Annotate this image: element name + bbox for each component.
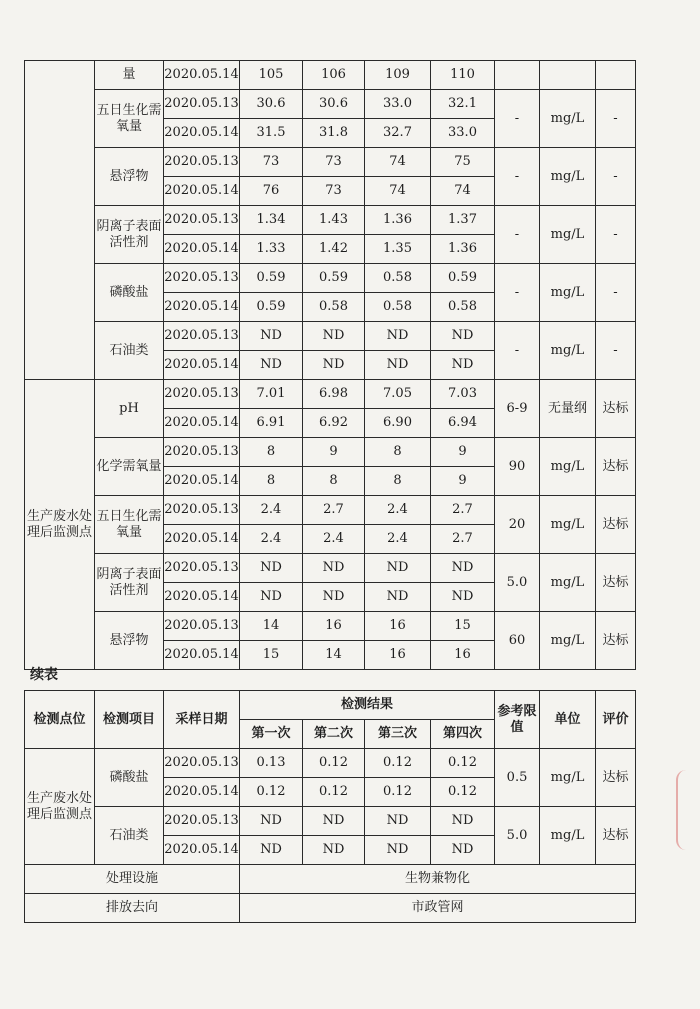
result-cell: 0.59: [240, 264, 303, 293]
result-cell: 2.4: [365, 525, 431, 554]
header-results: 检测结果: [240, 691, 495, 720]
header-ref: 参考限值: [495, 691, 540, 749]
header-run-3: 第三次: [365, 720, 431, 749]
reference-limit-cell: -: [495, 322, 540, 380]
table-row: [25, 61, 636, 90]
unit-cell: mg/L: [540, 206, 596, 264]
result-cell: 30.6: [240, 90, 303, 119]
reference-limit-cell: 6-9: [495, 380, 540, 438]
result-cell: 0.58: [365, 264, 431, 293]
result-cell: 2.4: [240, 496, 303, 525]
result-cell: ND: [431, 807, 495, 836]
result-cell: 6.94: [431, 409, 495, 438]
table-row: [25, 90, 636, 119]
result-cell: 31.5: [240, 119, 303, 148]
result-cell: 16: [365, 612, 431, 641]
reference-limit-cell: 60: [495, 612, 540, 670]
result-cell: 0.13: [240, 749, 303, 778]
result-cell: 8: [303, 467, 365, 496]
result-cell: 1.42: [303, 235, 365, 264]
sample-date-cell: 2020.05.14: [164, 836, 240, 865]
result-cell: 0.12: [431, 749, 495, 778]
result-cell: 9: [303, 438, 365, 467]
result-cell: 1.37: [431, 206, 495, 235]
unit-cell: mg/L: [540, 90, 596, 148]
result-cell: 2.7: [431, 496, 495, 525]
result-cell: 16: [365, 641, 431, 670]
reference-limit-cell: 0.5: [495, 749, 540, 807]
result-cell: 8: [240, 467, 303, 496]
result-cell: 33.0: [365, 90, 431, 119]
red-seal-mark: [676, 770, 698, 850]
result-cell: 1.35: [365, 235, 431, 264]
result-cell: 32.1: [431, 90, 495, 119]
result-cell: 74: [365, 177, 431, 206]
table-row: [25, 380, 636, 409]
test-item-cell: 石油类: [95, 322, 164, 380]
result-cell: ND: [303, 807, 365, 836]
result-cell: 110: [431, 61, 495, 90]
unit-cell: mg/L: [540, 612, 596, 670]
result-cell: ND: [240, 322, 303, 351]
unit-cell: mg/L: [540, 749, 596, 807]
result-cell: 73: [303, 177, 365, 206]
result-cell: 106: [303, 61, 365, 90]
result-cell: 0.59: [431, 264, 495, 293]
header-date: 采样日期: [164, 691, 240, 749]
result-cell: ND: [303, 836, 365, 865]
result-cell: ND: [240, 554, 303, 583]
result-cell: 2.7: [431, 525, 495, 554]
sample-date-cell: 2020.05.14: [164, 525, 240, 554]
sample-date-cell: 2020.05.13: [164, 264, 240, 293]
unit-cell: [540, 61, 596, 90]
evaluation-cell: 达标: [596, 380, 636, 438]
result-cell: ND: [431, 322, 495, 351]
result-cell: 1.36: [431, 235, 495, 264]
sample-date-cell: 2020.05.14: [164, 583, 240, 612]
result-cell: 2.4: [365, 496, 431, 525]
test-item-cell: 石油类: [95, 807, 164, 865]
result-cell: ND: [303, 351, 365, 380]
test-item-cell: 阴离子表面活性剂: [95, 554, 164, 612]
evaluation-cell: 达标: [596, 807, 636, 865]
test-item-cell: 磷酸盐: [95, 749, 164, 807]
header-row: [25, 691, 636, 720]
result-cell: 15: [431, 612, 495, 641]
result-cell: 75: [431, 148, 495, 177]
reference-limit-cell: -: [495, 90, 540, 148]
result-cell: ND: [303, 583, 365, 612]
table-row: [25, 264, 636, 293]
header-unit: 单位: [540, 691, 596, 749]
result-cell: 16: [303, 612, 365, 641]
result-cell: 73: [240, 148, 303, 177]
result-cell: 8: [240, 438, 303, 467]
result-cell: 30.6: [303, 90, 365, 119]
result-cell: 0.59: [303, 264, 365, 293]
result-cell: 0.59: [240, 293, 303, 322]
result-cell: ND: [431, 351, 495, 380]
result-cell: 9: [431, 467, 495, 496]
sample-date-cell: 2020.05.13: [164, 206, 240, 235]
reference-limit-cell: 90: [495, 438, 540, 496]
result-cell: 0.12: [303, 749, 365, 778]
header-point: 检测点位: [25, 691, 95, 749]
result-cell: ND: [240, 351, 303, 380]
result-cell: 8: [365, 467, 431, 496]
facility-value: 生物兼物化: [240, 865, 636, 894]
table-row: [25, 322, 636, 351]
sample-date-cell: 2020.05.13: [164, 90, 240, 119]
test-item-cell: 五日生化需氧量: [95, 90, 164, 148]
discharge-label: 排放去向: [25, 894, 240, 923]
test-item-cell: pH: [95, 380, 164, 438]
result-cell: 2.4: [303, 525, 365, 554]
sample-date-cell: 2020.05.13: [164, 380, 240, 409]
test-item-cell: 五日生化需氧量: [95, 496, 164, 554]
result-cell: ND: [240, 583, 303, 612]
sample-date-cell: 2020.05.14: [164, 467, 240, 496]
evaluation-cell: 达标: [596, 749, 636, 807]
result-cell: 74: [365, 148, 431, 177]
sample-date-cell: 2020.05.14: [164, 61, 240, 90]
result-cell: 109: [365, 61, 431, 90]
result-cell: 1.34: [240, 206, 303, 235]
result-cell: 0.12: [365, 749, 431, 778]
sample-date-cell: 2020.05.14: [164, 409, 240, 438]
monitoring-point-cell: 生产废水处理后监测点: [25, 380, 95, 670]
reference-limit-cell: -: [495, 148, 540, 206]
unit-cell: 无量纲: [540, 380, 596, 438]
sample-date-cell: 2020.05.13: [164, 749, 240, 778]
result-cell: 0.58: [431, 293, 495, 322]
result-cell: 0.58: [365, 293, 431, 322]
unit-cell: mg/L: [540, 148, 596, 206]
result-cell: 6.98: [303, 380, 365, 409]
result-cell: 1.36: [365, 206, 431, 235]
result-cell: ND: [365, 836, 431, 865]
result-cell: 15: [240, 641, 303, 670]
reference-limit-cell: [495, 61, 540, 90]
result-cell: 2.7: [303, 496, 365, 525]
header-run-4: 第四次: [431, 720, 495, 749]
result-cell: 6.92: [303, 409, 365, 438]
result-cell: 105: [240, 61, 303, 90]
result-cell: 6.90: [365, 409, 431, 438]
header-eval: 评价: [596, 691, 636, 749]
evaluation-cell: -: [596, 264, 636, 322]
sample-date-cell: 2020.05.13: [164, 612, 240, 641]
result-cell: ND: [431, 554, 495, 583]
result-cell: 0.12: [303, 778, 365, 807]
evaluation-cell: -: [596, 322, 636, 380]
result-cell: 16: [431, 641, 495, 670]
result-cell: 0.12: [240, 778, 303, 807]
evaluation-cell: 达标: [596, 496, 636, 554]
result-cell: 74: [431, 177, 495, 206]
header-run-1: 第一次: [240, 720, 303, 749]
evaluation-cell: -: [596, 148, 636, 206]
result-cell: 33.0: [431, 119, 495, 148]
result-cell: 31.8: [303, 119, 365, 148]
result-cell: 7.01: [240, 380, 303, 409]
result-cell: 32.7: [365, 119, 431, 148]
result-cell: ND: [240, 807, 303, 836]
unit-cell: mg/L: [540, 496, 596, 554]
sample-date-cell: 2020.05.13: [164, 496, 240, 525]
sample-date-cell: 2020.05.13: [164, 807, 240, 836]
monitoring-table-continued: [24, 690, 636, 923]
monitoring-point-cell: 生产废水处理后监测点: [25, 749, 95, 865]
result-cell: ND: [431, 836, 495, 865]
reference-limit-cell: -: [495, 206, 540, 264]
monitoring-table-continued-top: [24, 60, 636, 670]
reference-limit-cell: 5.0: [495, 554, 540, 612]
sample-date-cell: 2020.05.14: [164, 641, 240, 670]
result-cell: 1.33: [240, 235, 303, 264]
test-item-cell: 磷酸盐: [95, 264, 164, 322]
evaluation-cell: -: [596, 90, 636, 148]
result-cell: 14: [240, 612, 303, 641]
reference-limit-cell: 5.0: [495, 807, 540, 865]
test-item-cell: 量: [95, 61, 164, 90]
result-cell: ND: [431, 583, 495, 612]
result-cell: ND: [240, 836, 303, 865]
table-row: [25, 438, 636, 467]
result-cell: 2.4: [240, 525, 303, 554]
sample-date-cell: 2020.05.13: [164, 554, 240, 583]
table-row: [25, 206, 636, 235]
result-cell: ND: [365, 554, 431, 583]
sample-date-cell: 2020.05.14: [164, 293, 240, 322]
table-row: [25, 807, 636, 836]
result-cell: 14: [303, 641, 365, 670]
sample-date-cell: 2020.05.14: [164, 778, 240, 807]
test-item-cell: 阴离子表面活性剂: [95, 206, 164, 264]
discharge-value: 市政管网: [240, 894, 636, 923]
result-cell: ND: [303, 554, 365, 583]
result-cell: 8: [365, 438, 431, 467]
facility-label: 处理设施: [25, 865, 240, 894]
reference-limit-cell: 20: [495, 496, 540, 554]
table-row: [25, 148, 636, 177]
evaluation-cell: 达标: [596, 554, 636, 612]
sample-date-cell: 2020.05.14: [164, 351, 240, 380]
evaluation-cell: -: [596, 206, 636, 264]
evaluation-cell: 达标: [596, 438, 636, 496]
result-cell: 76: [240, 177, 303, 206]
test-item-cell: 悬浮物: [95, 612, 164, 670]
sample-date-cell: 2020.05.14: [164, 235, 240, 264]
sample-date-cell: 2020.05.14: [164, 177, 240, 206]
result-cell: 9: [431, 438, 495, 467]
result-cell: 0.58: [303, 293, 365, 322]
result-cell: ND: [365, 322, 431, 351]
table-row: [25, 496, 636, 525]
result-cell: 1.43: [303, 206, 365, 235]
result-cell: 0.12: [365, 778, 431, 807]
footer-row-facility: [25, 865, 636, 894]
result-cell: ND: [365, 807, 431, 836]
footer-row-discharge: [25, 894, 636, 923]
unit-cell: mg/L: [540, 322, 596, 380]
unit-cell: mg/L: [540, 438, 596, 496]
result-cell: ND: [365, 351, 431, 380]
sample-date-cell: 2020.05.14: [164, 119, 240, 148]
reference-limit-cell: -: [495, 264, 540, 322]
result-cell: ND: [303, 322, 365, 351]
result-cell: 7.03: [431, 380, 495, 409]
table-row: [25, 554, 636, 583]
result-cell: 7.05: [365, 380, 431, 409]
sample-date-cell: 2020.05.13: [164, 438, 240, 467]
result-cell: 0.12: [431, 778, 495, 807]
result-cell: 6.91: [240, 409, 303, 438]
evaluation-cell: 达标: [596, 612, 636, 670]
table-row: [25, 749, 636, 778]
header-item: 检测项目: [95, 691, 164, 749]
sample-date-cell: 2020.05.13: [164, 148, 240, 177]
header-run-2: 第二次: [303, 720, 365, 749]
unit-cell: mg/L: [540, 554, 596, 612]
sample-date-cell: 2020.05.13: [164, 322, 240, 351]
test-item-cell: 化学需氧量: [95, 438, 164, 496]
unit-cell: mg/L: [540, 264, 596, 322]
continuation-label: 续表: [30, 667, 58, 683]
unit-cell: mg/L: [540, 807, 596, 865]
result-cell: 73: [303, 148, 365, 177]
test-item-cell: 悬浮物: [95, 148, 164, 206]
table-row: [25, 612, 636, 641]
result-cell: ND: [365, 583, 431, 612]
monitoring-point-cell: [25, 61, 95, 380]
evaluation-cell: [596, 61, 636, 90]
